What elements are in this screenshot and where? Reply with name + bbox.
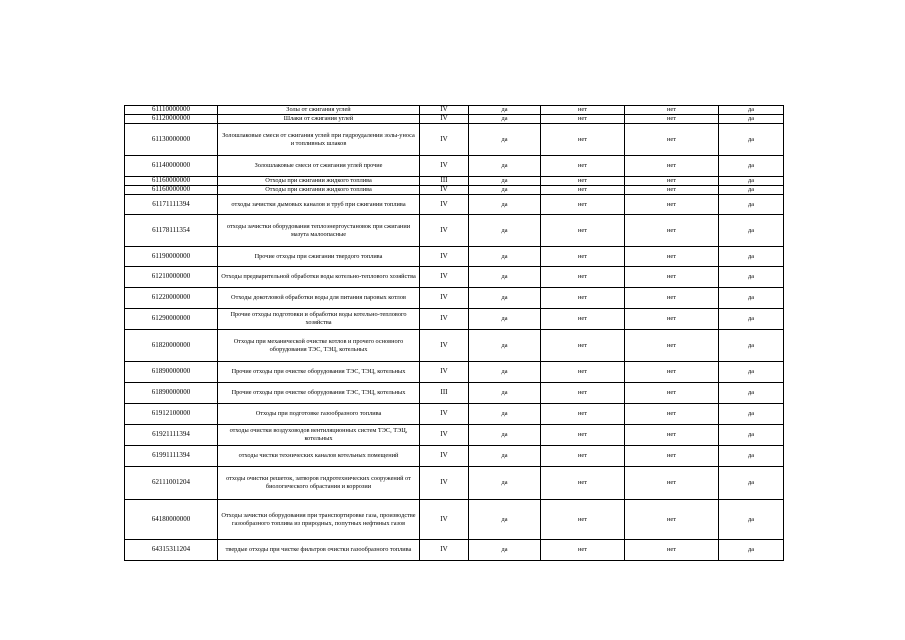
cell-col-b: нет: [541, 362, 625, 383]
cell-col-d: да: [719, 330, 784, 362]
cell-col-c: нет: [625, 106, 719, 115]
table-row: [125, 467, 784, 500]
cell-code: 61890000000: [125, 362, 218, 383]
cell-hazard-class: IV: [420, 195, 469, 215]
waste-classification-table: [124, 105, 784, 561]
cell-hazard-class: III: [420, 383, 469, 404]
cell-col-c: нет: [625, 177, 719, 186]
cell-col-c: нет: [625, 404, 719, 425]
cell-col-a: да: [469, 195, 541, 215]
cell-col-d: да: [719, 383, 784, 404]
cell-col-d: да: [719, 267, 784, 288]
cell-col-c: нет: [625, 467, 719, 500]
cell-code: 61210000000: [125, 267, 218, 288]
cell-col-b: нет: [541, 540, 625, 561]
cell-col-d: да: [719, 288, 784, 309]
cell-col-b: нет: [541, 288, 625, 309]
cell-name: Отходы предварительной обработки воды котельно-теплового хозяйства: [218, 267, 420, 288]
table-row: [125, 330, 784, 362]
cell-col-b: нет: [541, 330, 625, 362]
cell-hazard-class: IV: [420, 362, 469, 383]
cell-col-a: да: [469, 156, 541, 177]
cell-col-a: да: [469, 177, 541, 186]
cell-col-a: да: [469, 446, 541, 467]
cell-col-d: да: [719, 195, 784, 215]
cell-code: 61912100000: [125, 404, 218, 425]
cell-col-c: нет: [625, 267, 719, 288]
table-row: [125, 288, 784, 309]
cell-col-a: да: [469, 106, 541, 115]
cell-code: 61921111394: [125, 425, 218, 446]
table-row: [125, 500, 784, 540]
cell-col-a: да: [469, 215, 541, 247]
cell-code: 61140000000: [125, 156, 218, 177]
cell-hazard-class: IV: [420, 467, 469, 500]
cell-hazard-class: IV: [420, 247, 469, 267]
cell-code: 64315311204: [125, 540, 218, 561]
cell-col-a: да: [469, 124, 541, 156]
cell-col-c: нет: [625, 215, 719, 247]
cell-col-c: нет: [625, 500, 719, 540]
table-row: [125, 156, 784, 177]
cell-hazard-class: IV: [420, 404, 469, 425]
cell-col-a: да: [469, 540, 541, 561]
cell-col-d: да: [719, 446, 784, 467]
table-row: [125, 425, 784, 446]
cell-name: Прочие отходы подготовки и обработки воды котельно-теплового хозяйства: [218, 309, 420, 330]
cell-hazard-class: IV: [420, 124, 469, 156]
cell-col-c: нет: [625, 124, 719, 156]
cell-name: Шлаки от сжигания углей: [218, 115, 420, 124]
cell-col-b: нет: [541, 247, 625, 267]
cell-hazard-class: IV: [420, 425, 469, 446]
cell-col-b: нет: [541, 425, 625, 446]
cell-hazard-class: IV: [420, 288, 469, 309]
cell-col-b: нет: [541, 215, 625, 247]
table-row: [125, 195, 784, 215]
cell-code: 61110000000: [125, 106, 218, 115]
cell-col-d: да: [719, 156, 784, 177]
cell-col-d: да: [719, 186, 784, 195]
cell-col-b: нет: [541, 186, 625, 195]
cell-name: Отходы при сжигании жидкого топлива: [218, 186, 420, 195]
cell-col-c: нет: [625, 247, 719, 267]
cell-code: 61160000000: [125, 186, 218, 195]
cell-code: 61220000000: [125, 288, 218, 309]
cell-col-d: да: [719, 177, 784, 186]
cell-col-d: да: [719, 124, 784, 156]
table-row: [125, 186, 784, 195]
table-row: [125, 383, 784, 404]
table-row: [125, 540, 784, 561]
table-row: [125, 124, 784, 156]
cell-col-a: да: [469, 186, 541, 195]
cell-col-c: нет: [625, 362, 719, 383]
cell-col-d: да: [719, 362, 784, 383]
cell-col-c: нет: [625, 309, 719, 330]
cell-col-a: да: [469, 500, 541, 540]
cell-hazard-class: IV: [420, 186, 469, 195]
cell-code: 61178111354: [125, 215, 218, 247]
table-row: [125, 309, 784, 330]
cell-col-d: да: [719, 540, 784, 561]
cell-col-b: нет: [541, 404, 625, 425]
cell-col-a: да: [469, 330, 541, 362]
cell-name: Золошлаковые смеси от сжигания углей прочие: [218, 156, 420, 177]
cell-code: 61991111394: [125, 446, 218, 467]
cell-col-c: нет: [625, 425, 719, 446]
cell-name: Прочие отходы при сжигании твердого топлива: [218, 247, 420, 267]
cell-col-d: да: [719, 404, 784, 425]
cell-col-c: нет: [625, 186, 719, 195]
cell-hazard-class: IV: [420, 115, 469, 124]
cell-name: Прочие отходы при очистке оборудования ТЭС, ТЭЦ, котельных: [218, 383, 420, 404]
cell-col-b: нет: [541, 267, 625, 288]
cell-code: 61820000000: [125, 330, 218, 362]
cell-col-c: нет: [625, 195, 719, 215]
cell-name: Отходы докотловой обработки воды для питания паровых котлов: [218, 288, 420, 309]
cell-col-a: да: [469, 467, 541, 500]
cell-hazard-class: III: [420, 177, 469, 186]
cell-col-b: нет: [541, 309, 625, 330]
table-row: [125, 177, 784, 186]
cell-name: Золошлаковые смеси от сжигания углей при гидроудалении золы-уноса и топливных шлаков: [218, 124, 420, 156]
cell-col-d: да: [719, 467, 784, 500]
cell-col-a: да: [469, 425, 541, 446]
cell-name: Отходы зачистки оборудования при транспортировке газа, производстве газообразного топлива из природных, попутных нефтяных газов: [218, 500, 420, 540]
cell-hazard-class: IV: [420, 106, 469, 115]
cell-hazard-class: IV: [420, 215, 469, 247]
cell-col-a: да: [469, 383, 541, 404]
cell-col-c: нет: [625, 446, 719, 467]
cell-name: отходы зачистки оборудования теплоэнергоустановок при сжигании мазута малоопасные: [218, 215, 420, 247]
cell-name: Отходы при сжигании жидкого топлива: [218, 177, 420, 186]
cell-col-c: нет: [625, 156, 719, 177]
cell-col-c: нет: [625, 540, 719, 561]
cell-col-b: нет: [541, 124, 625, 156]
cell-code: 64180000000: [125, 500, 218, 540]
cell-col-a: да: [469, 309, 541, 330]
cell-name: отходы очистки воздуховодов вентиляционных систем ТЭС, ТЭЦ, котельных: [218, 425, 420, 446]
cell-col-b: нет: [541, 177, 625, 186]
cell-col-a: да: [469, 288, 541, 309]
cell-col-d: да: [719, 106, 784, 115]
cell-name: Золы от сжигания углей: [218, 106, 420, 115]
cell-col-d: да: [719, 500, 784, 540]
cell-col-a: да: [469, 362, 541, 383]
table-row: [125, 115, 784, 124]
cell-col-c: нет: [625, 330, 719, 362]
cell-name: отходы очистки решеток, затворов гидротехнических сооружений от биологического обрастания и коррозии: [218, 467, 420, 500]
cell-col-a: да: [469, 115, 541, 124]
cell-code: 61130000000: [125, 124, 218, 156]
cell-name: Отходы при механической очистке котлов и прочего основного оборудования ТЭС, ТЭЦ, котельных: [218, 330, 420, 362]
cell-name: отходы зачистки дымовых каналов и труб при сжигании топлива: [218, 195, 420, 215]
cell-col-b: нет: [541, 115, 625, 124]
cell-code: 61160000000: [125, 177, 218, 186]
cell-col-d: да: [719, 115, 784, 124]
table-row: [125, 215, 784, 247]
cell-code: 62111001204: [125, 467, 218, 500]
cell-name: Прочие отходы при очистке оборудования ТЭС, ТЭЦ, котельных: [218, 362, 420, 383]
cell-code: 61120000000: [125, 115, 218, 124]
cell-hazard-class: IV: [420, 540, 469, 561]
cell-col-c: нет: [625, 115, 719, 124]
cell-hazard-class: IV: [420, 267, 469, 288]
cell-col-c: нет: [625, 288, 719, 309]
cell-col-b: нет: [541, 446, 625, 467]
cell-hazard-class: IV: [420, 500, 469, 540]
table-row: [125, 106, 784, 115]
cell-col-b: нет: [541, 467, 625, 500]
cell-hazard-class: IV: [420, 330, 469, 362]
cell-col-a: да: [469, 247, 541, 267]
cell-col-d: да: [719, 215, 784, 247]
cell-col-b: нет: [541, 156, 625, 177]
cell-name: отходы чистки технических каналов котельных помещений: [218, 446, 420, 467]
cell-col-a: да: [469, 404, 541, 425]
table-row: [125, 404, 784, 425]
table-row: [125, 247, 784, 267]
cell-col-b: нет: [541, 500, 625, 540]
table-body: [125, 106, 784, 561]
table-row: [125, 362, 784, 383]
cell-col-c: нет: [625, 383, 719, 404]
cell-name: твердые отходы при чистке фильтров очистки газообразного топлива: [218, 540, 420, 561]
cell-col-b: нет: [541, 383, 625, 404]
document-page: [124, 105, 784, 561]
cell-hazard-class: IV: [420, 446, 469, 467]
cell-code: 61171111394: [125, 195, 218, 215]
cell-col-d: да: [719, 247, 784, 267]
cell-col-a: да: [469, 267, 541, 288]
cell-code: 61290000000: [125, 309, 218, 330]
cell-col-b: нет: [541, 195, 625, 215]
cell-col-b: нет: [541, 106, 625, 115]
cell-col-d: да: [719, 425, 784, 446]
cell-hazard-class: IV: [420, 156, 469, 177]
cell-code: 61190000000: [125, 247, 218, 267]
cell-name: Отходы при подготовке газообразного топлива: [218, 404, 420, 425]
cell-hazard-class: IV: [420, 309, 469, 330]
cell-code: 61890000000: [125, 383, 218, 404]
cell-col-d: да: [719, 309, 784, 330]
table-row: [125, 267, 784, 288]
table-row: [125, 446, 784, 467]
